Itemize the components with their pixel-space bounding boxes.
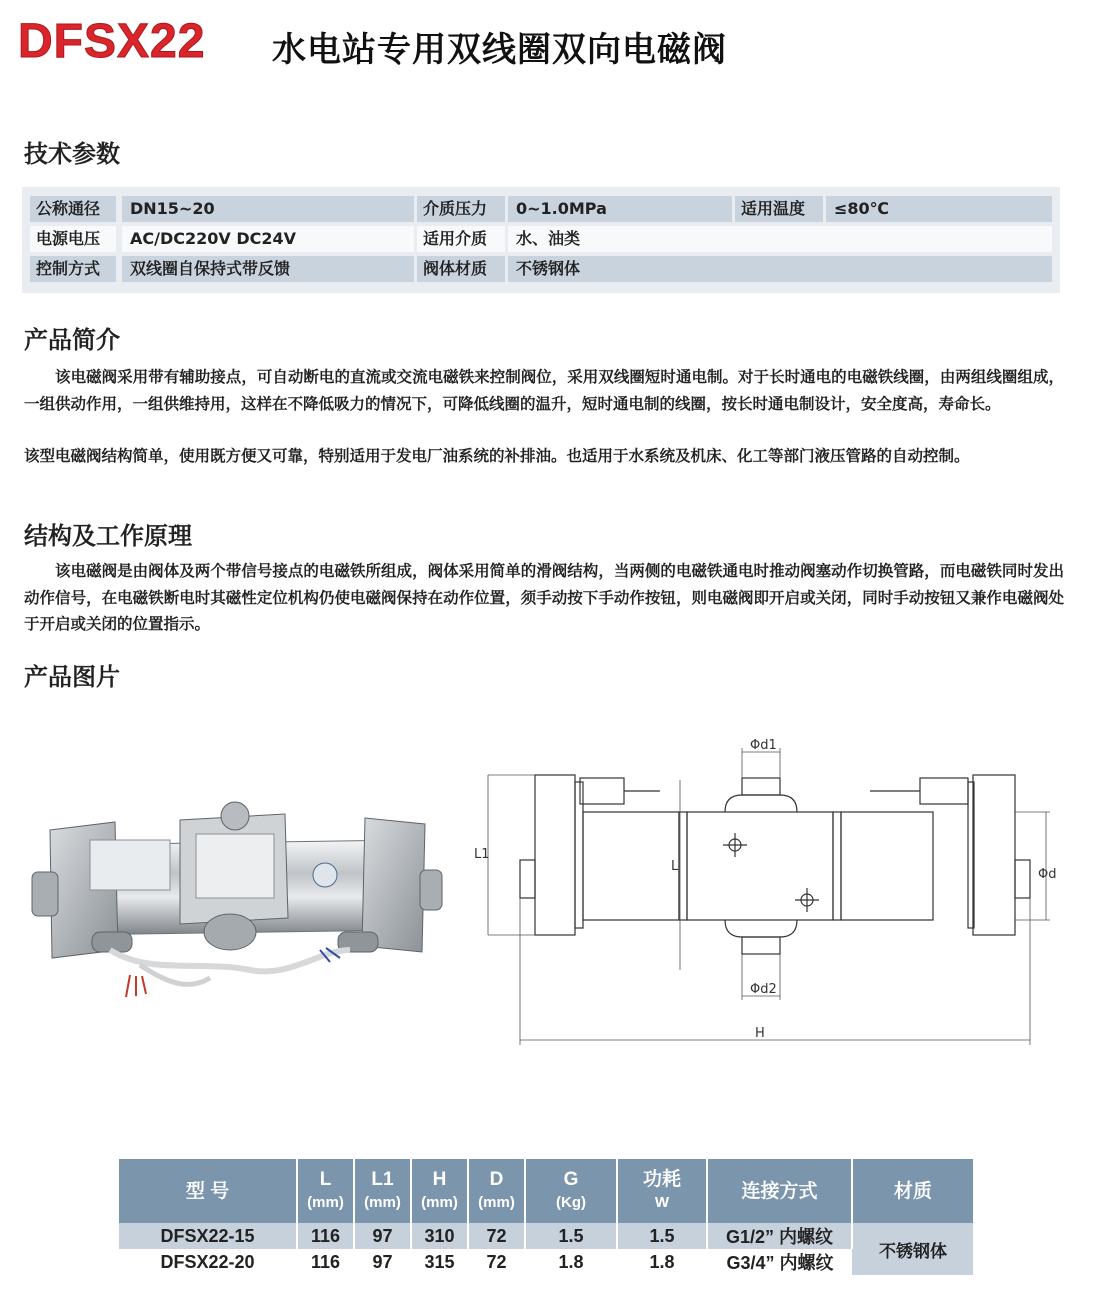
dimension-drawing [474, 738, 1060, 1050]
spec-label: 适用温度 [735, 196, 823, 222]
cell-material: 不锈钢体 [852, 1223, 973, 1275]
th-L1-name: L1 [371, 1169, 394, 1190]
th-L1 [354, 1159, 411, 1223]
th-L-unit: (mm) [307, 1194, 344, 1211]
section-intro: 产品简介 [24, 326, 120, 354]
th-power-unit: W [654, 1194, 670, 1211]
th-H-name: H [432, 1169, 447, 1190]
section-tech-params: 技术参数 [24, 140, 120, 168]
structure-paragraph: 该电磁阀是由阀体及两个带信号接点的电磁铁所组成，阀体采用简单的滑阀结构，当两侧的电磁铁通电时推动阀塞动作切换管路，而电磁铁同时发出动作信号，在电磁铁断电时其磁性定位机构仍使电磁阀保持在动作位置，须手动按下手动作按钮，则电磁阀即开启或关闭，同时手动按钮又兼作电磁阀处于开启或关闭的位置指示。 [24, 562, 1064, 633]
cell-G: 1.5 [525, 1223, 617, 1249]
th-D-unit: (mm) [478, 1194, 515, 1211]
th-G-unit: (Kg) [556, 1194, 586, 1211]
th-model: 型 号 [119, 1159, 297, 1223]
dim-d-label: Φd [1038, 867, 1057, 882]
product-title: 水电站专用双线圈双向电磁阀 [272, 30, 727, 70]
spec-table [22, 187, 1060, 293]
th-D [468, 1159, 525, 1223]
th-material: 材质 [852, 1159, 973, 1223]
section-picture: 产品图片 [24, 663, 120, 691]
spec-row-2 [30, 226, 1052, 252]
model-code: DFSX22 [18, 15, 206, 68]
dim-H-label: H [755, 1026, 765, 1041]
th-power [617, 1159, 707, 1223]
spec-value: 水、油类 [508, 226, 1052, 252]
spec-label: 适用介质 [417, 226, 505, 252]
spec-row-3 [30, 256, 1052, 282]
cell-H: 315 [411, 1249, 468, 1275]
spec-row-1 [30, 196, 1052, 222]
spec-value: 不锈钢体 [508, 256, 1052, 282]
section-structure: 结构及工作原理 [24, 522, 192, 550]
cell-connection: G3/4” 内螺纹 [707, 1249, 852, 1275]
cell-L: 116 [297, 1249, 354, 1275]
th-G [525, 1159, 617, 1223]
spec-value: DN15~20 [122, 196, 414, 222]
intro-paragraph-2: 该型电磁阀结构简单，使用既方便又可靠，特别适用于发电厂油系统的补排油。也适用于水系统及机床、化工等部门液压管路的自动控制。 [24, 447, 970, 465]
spec-label: 电源电压 [30, 226, 116, 252]
th-power-name: 功耗 [642, 1169, 681, 1190]
spec-label: 公称通径 [30, 196, 116, 222]
spec-label: 介质压力 [417, 196, 505, 222]
cell-D: 72 [468, 1249, 525, 1275]
spec-value: AC/DC220V DC24V [122, 226, 414, 252]
cell-L: 116 [297, 1223, 354, 1249]
th-H-unit: (mm) [421, 1194, 458, 1211]
cell-G: 1.8 [525, 1249, 617, 1275]
spec-label: 控制方式 [30, 256, 116, 282]
spec-value: 0~1.0MPa [508, 196, 732, 222]
spec-value: ≤80℃ [826, 196, 1052, 222]
product-photo [20, 800, 450, 1030]
th-H [411, 1159, 468, 1223]
dim-L-label: L [671, 859, 679, 874]
th-L1-unit: (mm) [364, 1194, 401, 1211]
table-row [119, 1249, 973, 1275]
th-D-name: D [489, 1169, 504, 1190]
spec-label: 阀体材质 [417, 256, 505, 282]
dim-d1-label: Φd1 [750, 738, 777, 753]
th-L [297, 1159, 354, 1223]
spec-value: 双线圈自保持式带反馈 [122, 256, 414, 282]
th-G-name: G [563, 1169, 579, 1190]
table-row [119, 1223, 973, 1249]
cell-W: 1.5 [617, 1223, 707, 1249]
cell-W: 1.8 [617, 1249, 707, 1275]
intro-paragraph-1: 该电磁阀采用带有辅助接点，可自动断电的直流或交流电磁铁来控制阀位，采用双线圈短时通电制。对于长时通电的电磁铁线圈，由两组线圈组成，一组供动作用，一组供维持用，这样在不降低吸力的情况下，可降低线圈的温升，短时通电制的线圈，按长时通电制设计，安全度高，寿命长。 [24, 368, 1064, 413]
cell-connection: G1/2” 内螺纹 [707, 1223, 852, 1249]
cell-L1: 97 [354, 1249, 411, 1275]
model-table [119, 1159, 973, 1275]
th-L-name: L [319, 1169, 332, 1190]
cell-model: DFSX22-20 [119, 1249, 297, 1275]
th-connection: 连接方式 [707, 1159, 852, 1223]
cell-L1: 97 [354, 1223, 411, 1249]
cell-H: 310 [411, 1223, 468, 1249]
cell-model: DFSX22-15 [119, 1223, 297, 1249]
dim-L1-label: L1 [474, 847, 490, 862]
dim-d2-label: Φd2 [750, 982, 777, 997]
cell-D: 72 [468, 1223, 525, 1249]
